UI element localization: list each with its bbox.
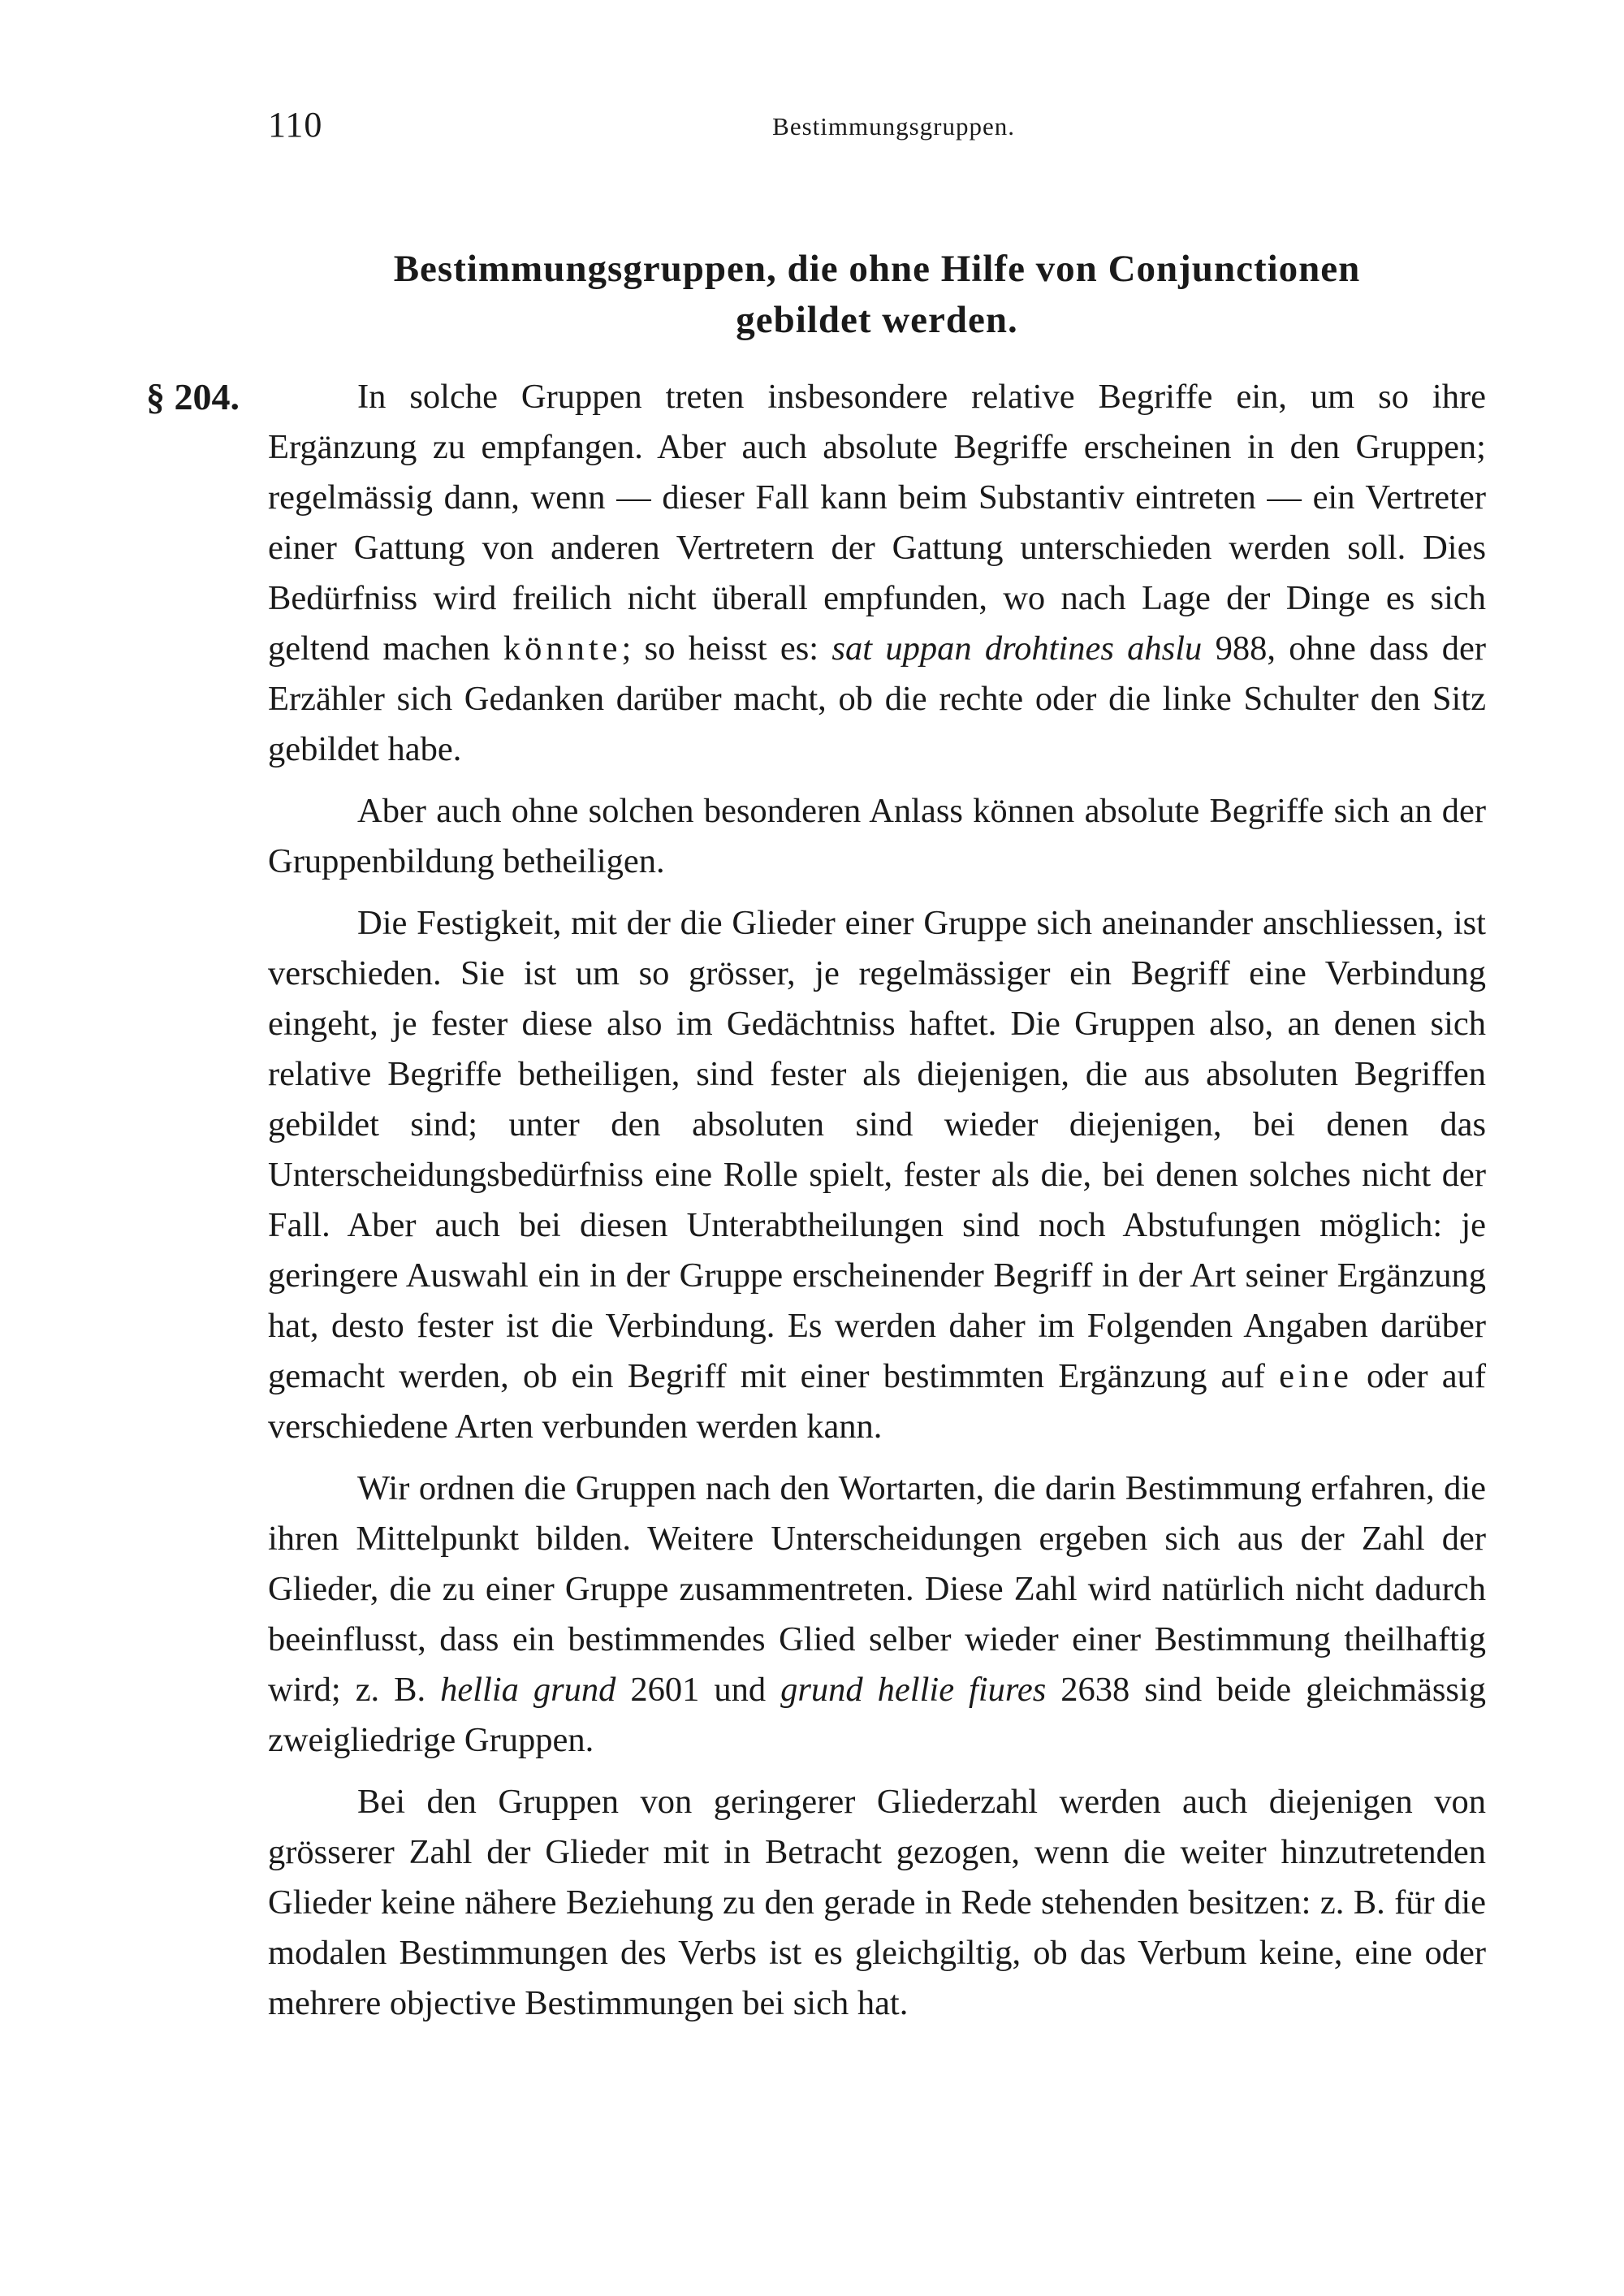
paragraph-1-emphasis: könnte (503, 629, 622, 668)
running-head (268, 104, 1015, 153)
page-number: 110 (268, 105, 323, 145)
paragraph-3-emphasis: eine (1279, 1357, 1353, 1395)
paragraph-4-quotation-1: hellia grund (440, 1671, 616, 1709)
section-number: § 204. (146, 376, 240, 417)
paragraph-1-text-b: ; so heisst es: (621, 629, 832, 668)
paragraph-4-text-b: 2601 und (615, 1671, 781, 1709)
paragraph-1-text-a: In solche Gruppen treten insbesondere relative Begriffe ein, um so ihre Ergänzung zu empfangen. Aber auch absolute Begriffe erscheinen in den Gruppen; regelmässig dann, wenn — dieser Fall kann beim Substantiv eintreten — ein Vertreter einer Gattung von anderen Vertretern der Gattung unterschieden werden soll. Dies Bedürfniss wird freilich nicht überall empfunden, wo nach Lage der Dinge es sich geltend machen (268, 378, 1486, 668)
paragraph-1 (146, 372, 1486, 775)
paragraph-4-quotation-2: grund hellie fiures (780, 1671, 1047, 1709)
paragraph-1-quotation: sat uppan drohtines ahslu (831, 629, 1203, 668)
paragraph-2: Aber auch ohne solchen besonderen Anlass können absolute Begriffe sich an der Gruppenbildung betheiligen. (268, 792, 1486, 880)
paragraph-4-text-a: Wir ordnen die Gruppen nach den Wortarten, die darin Bestimmung erfahren, die ihren Mittelpunkt bilden. Weitere Unterscheidungen ergeben sich aus der Zahl der Glieder, die zu einer Gruppe zusammentreten. Diese Zahl wird natürlich nicht dadurch beeinflusst, dass ein bestimmendes Glied selber wieder einer Bestimmung theilhaftig wird; z. B. (268, 1469, 1486, 1709)
paragraph-4 (268, 1464, 1486, 1766)
paragraph-3-text-a: Die Festigkeit, mit der die Glieder einer Gruppe sich aneinander anschliessen, ist verschieden. Sie ist um so grösser, je regelmässiger ein Begriff eine Verbindung eingeht, je fester diese also im Gedächtniss haftet. Die Gruppen also, an denen sich relative Begriffe betheiligen, sind fester als diejenigen, die aus absoluten Begriffen gebildet sind; unter den absoluten sind wieder diejenigen, bei denen das Unterscheidungsbedürfniss eine Rolle spielt, fester als die, bei denen solches nicht der Fall. Aber auch bei diesen Unterabtheilungen sind noch Abstufungen möglich: je geringere Auswahl ein in der Gruppe erscheinender Begriff in der Art seiner Ergänzung hat, desto fester ist die Verbindung. Es werden daher im Folgenden Angaben darüber gemacht werden, ob ein Begriff mit einer bestimmten Ergänzung auf (268, 904, 1486, 1395)
running-title: Bestimmungsgruppen. (772, 112, 1015, 141)
section-heading (268, 244, 1486, 346)
section-heading-line-2: gebildet werden. (736, 299, 1018, 341)
paragraph-3-text-b: oder auf verschiedene Arten verbunden werden kann. (268, 1357, 1486, 1446)
section-heading-line-1: Bestimmungsgruppen, die ohne Hilfe von Conjunctionen (393, 248, 1361, 290)
paragraph-4-text-c: 2638 sind beide gleichmässig zweigliedrige Gruppen. (268, 1671, 1486, 1759)
body-text (146, 372, 1486, 2040)
paragraph-5: Bei den Gruppen von geringerer Gliederzahl werden auch diejenigen von grösserer Zahl der Glieder mit in Betracht gezogen, wenn die weiter hinzutretenden Glieder keine nähere Beziehung zu den gerade in Rede stehenden besitzen: z. B. für die modalen Bestimmungen des Verbs ist es gleichgiltig, ob das Verbum keine, eine oder mehrere objective Bestimmungen bei sich hat. (268, 1783, 1486, 2022)
paragraph-3 (268, 898, 1486, 1452)
paragraph-1-text-c: 988, ohne dass der Erzähler sich Gedanken darüber macht, ob die rechte oder die linke Schulter den Sitz gebildet habe. (268, 629, 1486, 768)
